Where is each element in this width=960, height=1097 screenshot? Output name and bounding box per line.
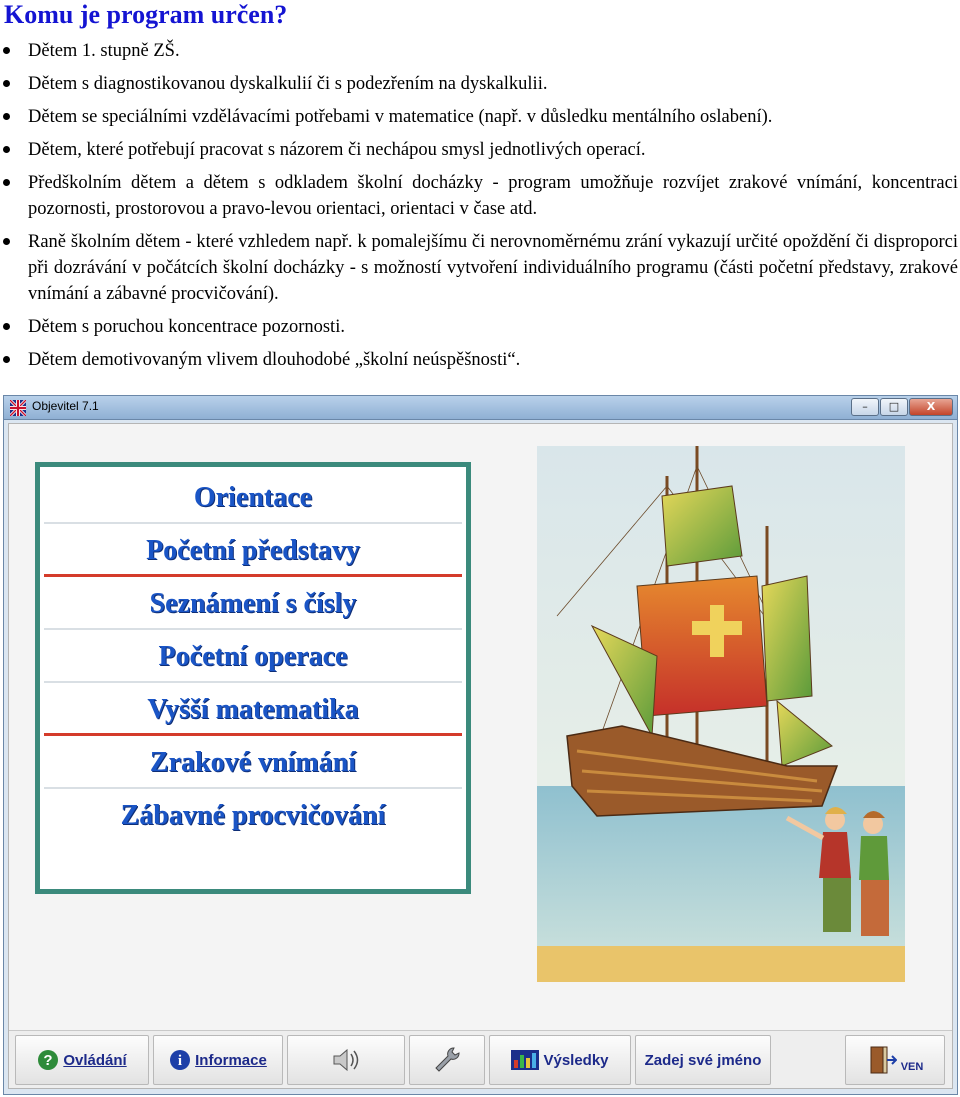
info-icon xyxy=(169,1049,191,1071)
svg-text:?: ? xyxy=(43,1052,53,1069)
speaker-icon xyxy=(331,1047,361,1073)
ven-label: VEN xyxy=(900,1061,924,1073)
vysledky-button[interactable] xyxy=(489,1035,631,1085)
bottom-toolbar xyxy=(9,1030,952,1088)
informace-label: Informace xyxy=(195,1051,267,1069)
list-item: Dětem 1. stupně ZŠ. xyxy=(0,38,960,64)
list-item: Dětem, které potřebují pracovat s názorem či nechápou smysl jednotlivých operací. xyxy=(0,137,960,163)
list-item: Předškolním dětem a dětem s odkladem školní docházky - program umožňuje rozvíjet zrakové vnímání, koncentraci pozornosti, prostorovou a pravo-levou orientaci, orientaci v čase atd. xyxy=(0,170,960,222)
list-item: Raně školním dětem - které vzhledem např. k pomalejšímu či nerovnoměrnému zrání vykazují určité opoždění či disproporci při dozrávání v počátcích školní docházky - s možností vytvoření individuálního programu (části početní představy, zrakové vnímání a zábavné procvičování). xyxy=(0,229,960,307)
menu-item-vyssi-matematika[interactable]: Vyšší matematika xyxy=(44,683,462,736)
menu-item-pocetni-predstavy[interactable]: Početní představy xyxy=(44,524,462,577)
bullet-icon xyxy=(3,323,10,330)
bullet-icon xyxy=(3,356,10,363)
sound-button[interactable] xyxy=(287,1035,405,1085)
door-icon xyxy=(867,1045,897,1075)
audience-list xyxy=(0,38,960,380)
ship-illustration xyxy=(537,446,905,982)
list-item: Dětem s poruchou koncentrace pozornosti. xyxy=(0,314,960,340)
question-icon xyxy=(37,1049,59,1071)
window-title: Objevitel 7.1 xyxy=(32,399,99,413)
app-client-area xyxy=(8,423,953,1089)
app-flag-icon xyxy=(10,400,26,416)
menu-item-orientace[interactable]: Orientace xyxy=(44,471,462,524)
main-menu xyxy=(35,462,471,894)
minimize-button[interactable]: – xyxy=(851,398,879,416)
list-item: Dětem se speciálními vzdělávacími potřebami v matematice (např. v důsledku mentálního oslabení). xyxy=(0,104,960,130)
bullet-icon xyxy=(3,146,10,153)
document-title: Komu je program určen? xyxy=(4,0,288,29)
bullet-icon xyxy=(3,113,10,120)
menu-item-pocetni-operace[interactable]: Početní operace xyxy=(44,630,462,683)
zadej-jmeno-label: Zadej své jméno xyxy=(644,1051,762,1069)
bullet-icon xyxy=(3,80,10,87)
informace-button[interactable] xyxy=(153,1035,283,1085)
bullet-icon xyxy=(3,179,10,186)
svg-text:i: i xyxy=(178,1053,183,1069)
menu-item-zabavne-procvicovani[interactable]: Zábavné procvičování xyxy=(44,789,462,842)
ven-button[interactable] xyxy=(845,1035,945,1085)
close-button[interactable]: X xyxy=(909,398,953,416)
window-controls xyxy=(850,398,953,416)
title-bar[interactable] xyxy=(4,396,957,420)
bullet-icon xyxy=(3,238,10,245)
ovladani-label: Ovládání xyxy=(63,1051,127,1069)
list-item: Dětem s diagnostikovanou dyskalkulií či s podezřením na dyskalkulii. xyxy=(0,71,960,97)
maximize-button[interactable]: □ xyxy=(880,398,908,416)
vysledky-label: Výsledky xyxy=(543,1051,609,1069)
app-window xyxy=(3,395,958,1095)
list-item: Dětem demotivovaným vlivem dlouhodobé „školní neúspěšnosti“. xyxy=(0,347,960,373)
menu-item-zrakove-vnimani[interactable]: Zrakové vnímání xyxy=(44,736,462,789)
chart-icon xyxy=(511,1050,539,1070)
tools-button[interactable] xyxy=(409,1035,485,1085)
menu-item-seznameni-s-cisly[interactable]: Seznámení s čísly xyxy=(44,577,462,630)
bullet-icon xyxy=(3,47,10,54)
wrench-icon xyxy=(432,1045,462,1075)
zadej-jmeno-button[interactable] xyxy=(635,1035,771,1085)
ovladani-button[interactable] xyxy=(15,1035,149,1085)
